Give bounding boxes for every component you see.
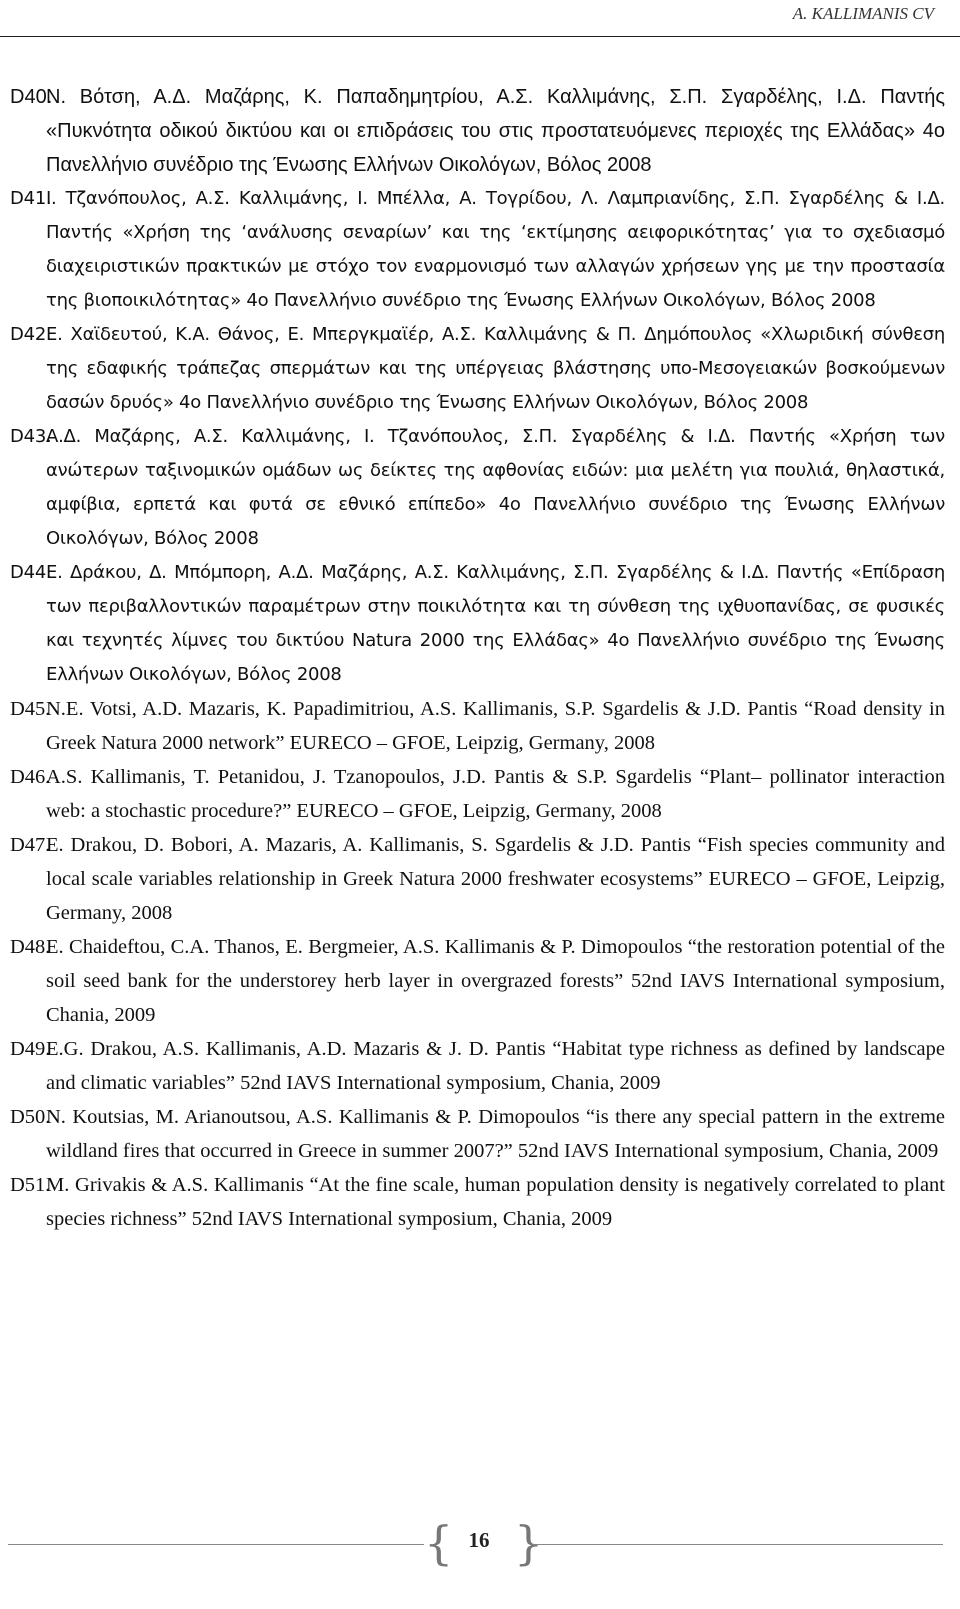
reference-text: Α.Δ. Μαζάρης, Α.Σ. Καλλιμάνης, Ι. Τζανόπουλος, Σ.Π. Σγαρδέλης & Ι.Δ. Παντής «Χρήση των ανώτερων ταξινομικών ομάδων ως δείκτες της αφθονίας ειδών: μια μελέτη για πουλιά, θηλαστικά, αμφίβια, ερπετά και φυτά σε εθνικό επίπεδο» 4ο Πανελλήνιο συνέδριο της Ένωσης Ελλήνων Οικολόγων, Βόλος 2008 xyxy=(46,426,945,549)
reference-item xyxy=(10,692,945,760)
page-footer xyxy=(0,1510,960,1580)
reference-item xyxy=(10,828,945,930)
reference-id: D41. xyxy=(10,188,52,209)
page-number: 16 xyxy=(468,1528,490,1552)
reference-list xyxy=(10,80,945,1236)
reference-text: A.S. Kallimanis, T. Petanidou, J. Tzanopoulos, J.D. Pantis & S.P. Sgardelis “Plant– pollinator interaction web: a stochastic procedure?” EURECO – GFOE, Leipzig, Germany, 2008 xyxy=(46,766,945,822)
reference-item xyxy=(10,556,945,692)
reference-id: D42. xyxy=(10,324,52,345)
left-brace-ornament: { xyxy=(424,1516,454,1570)
running-title: A. KALLIMANIS CV xyxy=(792,4,934,23)
reference-item xyxy=(10,420,945,556)
reference-id: D45. xyxy=(10,698,51,720)
reference-id: D40. xyxy=(10,86,53,108)
footer-rule-left xyxy=(8,1544,424,1545)
reference-id: D46. xyxy=(10,766,51,788)
reference-id: D48. xyxy=(10,936,51,958)
reference-text: N.E. Votsi, A.D. Mazaris, K. Papadimitriou, A.S. Kallimanis, S.P. Sgardelis & J.D. Pantis “Road density in Greek Natura 2000 network” EURECO – GFOE, Leipzig, Germany, 2008 xyxy=(46,698,945,754)
reference-text: Ε. Δράκου, Δ. Μπόμπορη, Α.Δ. Μαζάρης, Α.Σ. Καλλιμάνης, Σ.Π. Σγαρδέλης & Ι.Δ. Παντής «Επίδραση των περιβαλλοντικών παραμέτρων στην ποικιλότητα και τη σύνθεση της ιχθυοπανίδας, σε φυσικές και τεχνητές λίμνες του δικτύου Natura 2000 της Ελλάδας» 4ο Πανελλήνιο συνέδριο της Ένωσης Ελλήνων Οικολόγων, Βόλος 2008 xyxy=(46,562,945,685)
reference-text: M. Grivakis & A.S. Kallimanis “At the fine scale, human population density is negatively correlated to plant species richness” 52nd IAVS International symposium, Chania, 2009 xyxy=(46,1174,945,1230)
reference-item xyxy=(10,318,945,420)
reference-id: D47. xyxy=(10,834,51,856)
reference-item xyxy=(10,1100,945,1168)
reference-item xyxy=(10,930,945,1032)
reference-text: Ν. Βότση, Α.Δ. Μαζάρης, Κ. Παπαδημητρίου, Α.Σ. Καλλιμάνης, Σ.Π. Σγαρδέλης, Ι.Δ. Παντής «Πυκνότητα οδικού δικτύου και οι επιδράσεις του στις προστατευόμενες περιοχές της Ελλάδας» 4ο Πανελλήνιο συνέδριο της Ένωσης Ελλήνων Οικολόγων, Βόλος 2008 xyxy=(46,86,945,176)
page-header xyxy=(0,0,960,40)
reference-item xyxy=(10,1168,945,1236)
reference-text: Ε. Χαϊδευτού, Κ.Α. Θάνος, Ε. Μπεργκμαϊέρ, Α.Σ. Καλλιμάνης & Π. Δημόπουλος «Χλωριδική σύνθεση της εδαφικής τράπεζας σπερμάτων και της υπέργειας βλάστησης υπο-Μεσογειακών βοσκούμενων δασών δρυός» 4ο Πανελλήνιο συνέδριο της Ένωσης Ελλήνων Οικολόγων, Βόλος 2008 xyxy=(46,324,945,413)
reference-text: E. Drakou, D. Bobori, A. Mazaris, A. Kallimanis, S. Sgardelis & J.D. Pantis “Fish species community and local scale variables relationship in Greek Natura 2000 freshwater ecosystems” EURECO – GFOE, Leipzig, Germany, 2008 xyxy=(46,834,945,924)
reference-item xyxy=(10,182,945,318)
reference-text: E. Chaideftou, C.A. Thanos, E. Bergmeier, A.S. Kallimanis & P. Dimopoulos “the restoration potential of the soil seed bank for the understorey herb layer in overgrazed forests” 52nd IAVS International symposium, Chania, 2009 xyxy=(46,936,945,1026)
footer-rule-right xyxy=(533,1544,943,1545)
reference-item xyxy=(10,80,945,182)
reference-item xyxy=(10,1032,945,1100)
header-rule xyxy=(0,36,960,37)
reference-text: N. Koutsias, M. Arianoutsou, A.S. Kallimanis & P. Dimopoulos “is there any special pattern in the extreme wildland fires that occurred in Greece in summer 2007?” 52nd IAVS International symposium, Chania, 2009 xyxy=(46,1106,945,1162)
reference-id: D44. xyxy=(10,562,52,583)
reference-id: D49. xyxy=(10,1038,51,1060)
right-brace-ornament: } xyxy=(514,1516,544,1570)
reference-id: D51. xyxy=(10,1174,51,1196)
reference-text: E.G. Drakou, A.S. Kallimanis, A.D. Mazaris & J. D. Pantis “Habitat type richness as defined by landscape and climatic variables” 52nd IAVS International symposium, Chania, 2009 xyxy=(46,1038,945,1094)
reference-item xyxy=(10,760,945,828)
reference-text: Ι. Τζανόπουλος, Α.Σ. Καλλιμάνης, Ι. Μπέλλα, Α. Τογρίδου, Λ. Λαμπριανίδης, Σ.Π. Σγαρδέλης & Ι.Δ. Παντής «Χρήση της ‘ανάλυσης σεναρίων’ και της ‘εκτίμησης αειφορικότητας’ για το σχεδιασμό διαχειριστικών πρακτικών με στόχο τον εναρμονισμό των αλλαγών χρήσεων γης με την προστασία της βιοποικιλότητας» 4ο Πανελλήνιο συνέδριο της Ένωσης Ελλήνων Οικολόγων, Βόλος 2008 xyxy=(46,188,945,311)
reference-id: D50. xyxy=(10,1106,51,1128)
reference-id: D43. xyxy=(10,426,52,447)
